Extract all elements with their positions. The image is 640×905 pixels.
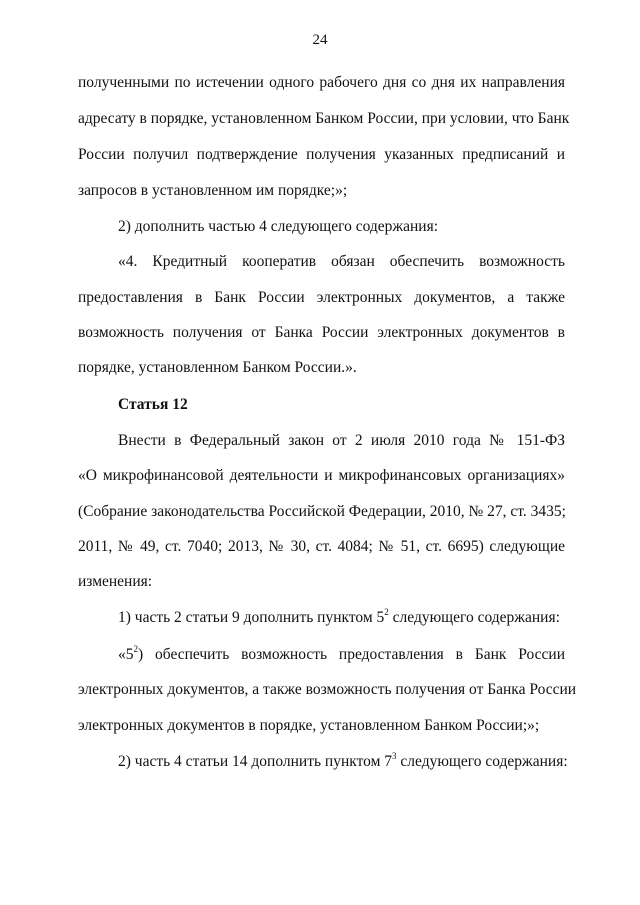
text-line: возможность получения от Банка России электронных документов в [78, 324, 565, 341]
text-line: России получил подтверждение получения указанных предписаний и [78, 146, 565, 163]
text-line: «4. Кредитный кооператив обязан обеспечить возможность [118, 253, 565, 270]
text-segment: 1) часть 2 статьи 9 дополнить пунктом 5 [118, 609, 385, 626]
text-line: изменения: [78, 573, 153, 590]
text-line: электронных документов в порядке, установленном Банком России;»; [78, 717, 540, 734]
article-heading: Статья 12 [118, 396, 188, 413]
text-line [118, 608, 560, 628]
page-number: 24 [312, 32, 328, 48]
text-line: полученными по истечении одного рабочего дня со дня их направления [78, 74, 565, 91]
text-line: предоставления в Банк России электронных документов, а также [78, 289, 565, 306]
superscript: 2 [133, 643, 138, 654]
text-segment: ) обеспечить возможность предоставления в Банк России [138, 646, 565, 663]
superscript: 3 [392, 750, 397, 761]
superscript: 2 [384, 606, 389, 617]
text-line: Внести в Федеральный закон от 2 июля 2010 года № 151-ФЗ [118, 432, 565, 449]
text-segment: следующего содержания: [388, 609, 560, 626]
text-line: «О микрофинансовой деятельности и микрофинансовых организациях» [78, 467, 565, 484]
text-line [118, 752, 568, 772]
text-line: запросов в установленном им порядке;»; [78, 182, 348, 199]
text-line: электронных документов, а также возможность получения от Банка России [78, 681, 577, 698]
text-line: 2) дополнить частью 4 следующего содержания: [118, 218, 439, 235]
text-line: адресату в порядке, установленном Банком России, при условии, что Банк [78, 110, 570, 127]
text-segment: 2) часть 4 статьи 14 дополнить пунктом 7 [118, 753, 393, 770]
text-line: (Собрание законодательства Российской Федерации, 2010, № 27, ст. 3435; [78, 503, 566, 520]
text-line: порядке, установленном Банком России.». [78, 359, 357, 376]
text-segment: «5 [118, 646, 134, 663]
text-line: 2011, № 49, ст. 7040; 2013, № 30, ст. 4084; № 51, ст. 6695) следующие [78, 538, 565, 555]
text-line [118, 645, 565, 665]
text-segment: следующего содержания: [396, 753, 568, 770]
